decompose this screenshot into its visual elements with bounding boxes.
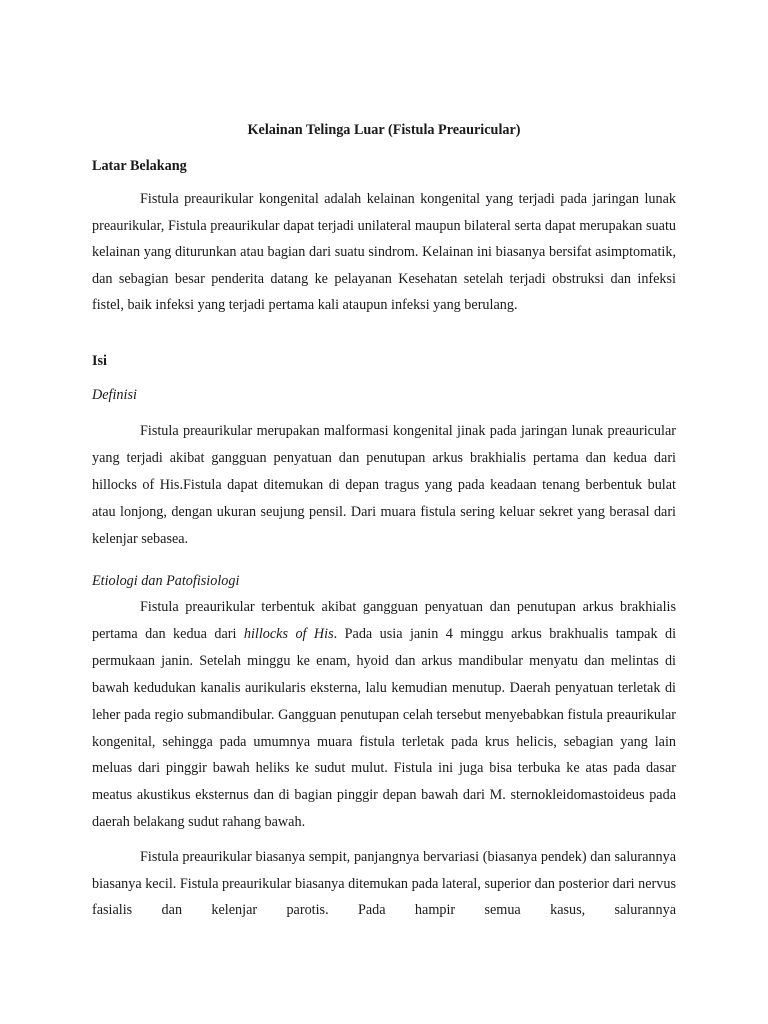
paragraph-etiologi-1 [92,594,676,836]
subheading-definisi: Definisi [92,387,137,403]
paragraph-etiologi-1-text-b: . Pada usia janin 4 minggu arkus brakhualis tampak di permukaan janin. Setelah minggu ke enam, hyoid dan arkus mandibular menyatu dan melintas di bawah kedudukan kanalis aurikularis eksterna, lalu kemudian menutup. Daerah penyatuan terletak di leher pada regio submandibular. Gangguan penutupan celah tersebut menyebabkan fistula preaurikular kongenital, sehingga pada umumnya muara fistula terletak pada krus helicis, sebagian yang lain meluas dari pinggir bawah heliks ke sudut mulut. Fistula ini juga bisa terbuka ke atas pada dasar meatus akustikus eksternus dan di bagian pinggir depan bawah dari M. sternokleidomastoideus pada daerah belakang sudut rahang bawah. [92,625,677,831]
document-title: Kelainan Telinga Luar (Fistula Preauricular) [247,122,521,138]
paragraph-definisi: Fistula preaurikular merupakan malformasi kongenital jinak pada jaringan lunak preauricular yang terjadi akibat gangguan penyatuan dan penutupan arkus brakhialis pertama dan kedua dari hillocks of His.Fistula dapat ditemukan di depan tragus yang pada keadaan tenang berbentuk bulat atau lonjong, dengan ukuran seujung pensil. Dari muara fistula sering keluar sekret yang berasal dari kelenjar sebasea. [92,423,676,547]
subheading-etiologi: Etiologi dan Patofisiologi [92,573,240,589]
heading-latar-belakang: Latar Belakang [92,158,187,174]
paragraph-etiologi-2: Fistula preaurikular biasanya sempit, panjangnya bervariasi (biasanya pendek) dan salurannya biasanya kecil. Fistula preaurikular biasanya ditemukan pada lateral, superior dan posterior dari nervus fasialis dan kelenjar parotis. Pada hampir semua kasus, salurannya [92,849,676,918]
paragraph-etiologi-1-text-a: Fistula preaurikular terbentuk akibat gangguan penyatuan dan penutupan arkus brakhialis pertama dan kedua dari [92,599,676,642]
paragraph-etiologi-1-italic: hillocks of His [243,625,334,642]
paragraph-latar-belakang: Fistula preaurikular kongenital adalah kelainan kongenital yang terjadi pada jaringan lunak preaurikular, Fistula preaurikular dapat terjadi unilateral maupun bilateral serta dapat merupakan suatu kelainan yang diturunkan atau bagian dari suatu sindrom. Kelainan ini biasanya bersifat asimptomatik, dan sebagian besar penderita datang ke pelayanan Kesehatan setelah terjadi obstruksi dan infeksi fistel, baik infeksi yang terjadi pertama kali ataupun infeksi yang berulang. [92,191,676,314]
heading-isi: Isi [92,353,107,369]
